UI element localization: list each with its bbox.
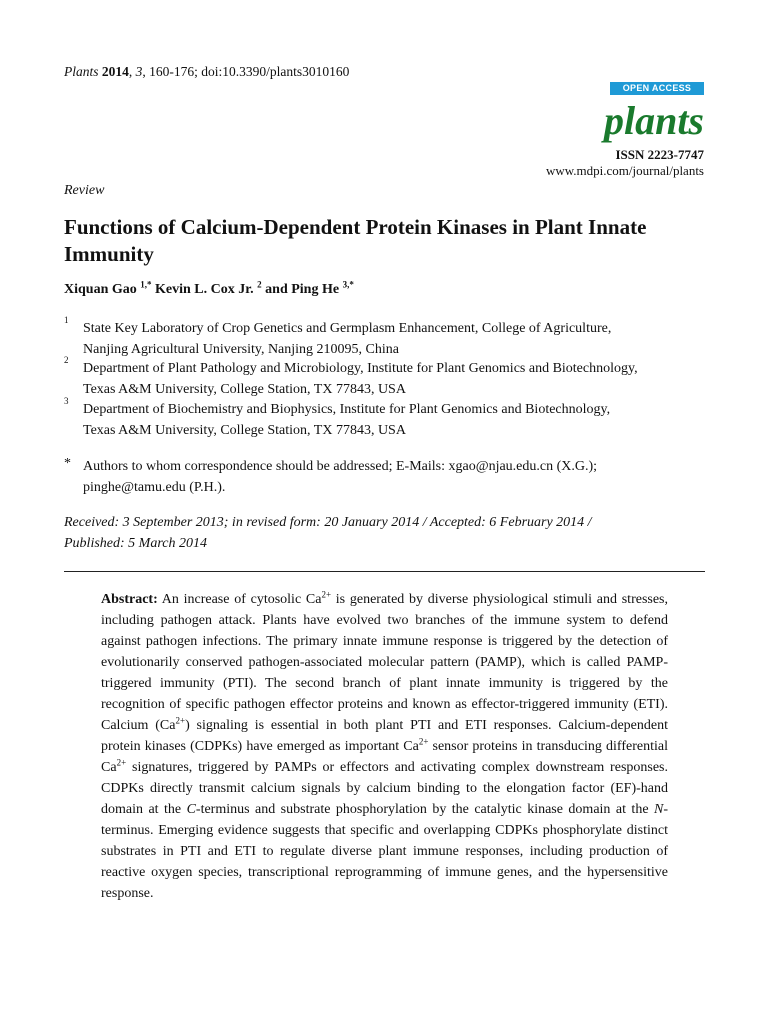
journal-url: www.mdpi.com/journal/plants	[545, 163, 704, 178]
affiliation-line: Texas A&M University, College Station, TX 77843, USA	[83, 423, 406, 438]
issn: ISSN 2223-7747	[615, 147, 704, 162]
author-affiliation-mark: 3,	[342, 279, 350, 290]
citation-volume: 3	[135, 64, 143, 79]
dates-line: Published: 5 March 2014	[64, 536, 207, 551]
dates-line: Received: 3 September 2013; in revised form: 20 January 2014 / Accepted: 6 February 2014 /	[64, 515, 592, 530]
open-access-badge: OPEN ACCESS	[610, 82, 704, 95]
correspondence-mark: *	[64, 456, 71, 471]
author-affiliation-mark: 2	[257, 279, 262, 290]
article-type: Review	[64, 183, 105, 198]
citation-line: Plants 2014, 3, 160-176; doi:10.3390/plants3010160	[64, 64, 350, 79]
correspondence-line: pinghe@tamu.edu (P.H.).	[83, 480, 226, 495]
author-affiliation-mark: 1,	[140, 279, 147, 290]
affiliation-line: Department of Plant Pathology and Microbiology, Institute for Plant Genomics and Biotechnology,	[83, 361, 638, 376]
citation-year: 2014	[101, 64, 129, 79]
affiliation-line: State Key Laboratory of Crop Genetics and Germplasm Enhancement, College of Agriculture,	[83, 321, 612, 336]
journal-logo: plants	[603, 98, 704, 143]
affiliation-number: 2	[64, 355, 69, 365]
affiliation-number: 3	[64, 396, 69, 406]
author-conjunction: and	[265, 282, 288, 297]
abstract-text: An increase of cytosolic $Ca^{2+}$ is generated by diverse physiological stimuli and stresses, including pathogen attack. Plants have evolved two branches of the immune system to defend against pathogen infections. The primary innate immune response is triggered by the detection of evolutionarily conserved pathogen-associated molecular pattern (PAMP), which is called PAMP-triggered immunity (PTI). The second branch of plant innate immunity is triggered by the recognition of specific pathogen effector proteins and known as effector-triggered immunity (ETI). Calcium $(Ca^{2+})$ signaling is essential in both plant PTI and ETI responses. Calcium-dependent protein kinases (CDPKs) have emerged as important $Ca^{2+}$ sensor proteins in transducing differential $Ca^{2+}$ signatures, triggered by PAMPs or effectors and activating complex downstream responses. CDPKs directly transmit calcium signals by calcium binding to the elongation factor (EF)-hand domain at the C-terminus and substrate phosphorylation by the catalytic kinase domain at the N-terminus. Emerging evidence suggests that specific and overlapping CDPKs phosphorylate distinct substrates in PTI and ETI to regulate diverse plant immune responses, including production of reactive oxygen species, transcriptional reprogramming of immune genes, and the hypersensitive response.	[101, 589, 668, 901]
affiliation-line: Nanjing Agricultural University, Nanjing 210095, China	[83, 342, 399, 357]
author-name: Ping He	[291, 282, 340, 297]
abstract	[101, 589, 668, 904]
citation-journal: Plants	[64, 64, 99, 79]
abstract-label: Abstract:	[101, 592, 158, 607]
correspondence-line: Authors to whom correspondence should be addressed; E-Mails: xgao@njau.edu.cn (X.G.);	[83, 459, 598, 474]
affiliation-line: Texas A&M University, College Station, TX 77843, USA	[83, 382, 406, 397]
citation-rest: , 160-176; doi:10.3390/plants3010160	[142, 64, 350, 79]
publication-dates	[64, 512, 704, 554]
author-name: Xiquan Gao	[64, 282, 137, 297]
article-title: Functions of Calcium-Dependent Protein Kinases in Plant Innate Immunity	[64, 215, 647, 266]
affiliation-line: Department of Biochemistry and Biophysics, Institute for Plant Genomics and Biotechnology,	[83, 402, 611, 417]
author-name: Kevin L. Cox Jr.	[155, 282, 254, 297]
author-list: Xiquan Gao $^{1,*}$ Kevin L. Cox Jr. $^2$ and Ping He $^{3,*}$	[64, 279, 354, 297]
section-divider	[64, 571, 705, 572]
affiliation-number: 1	[64, 315, 69, 325]
